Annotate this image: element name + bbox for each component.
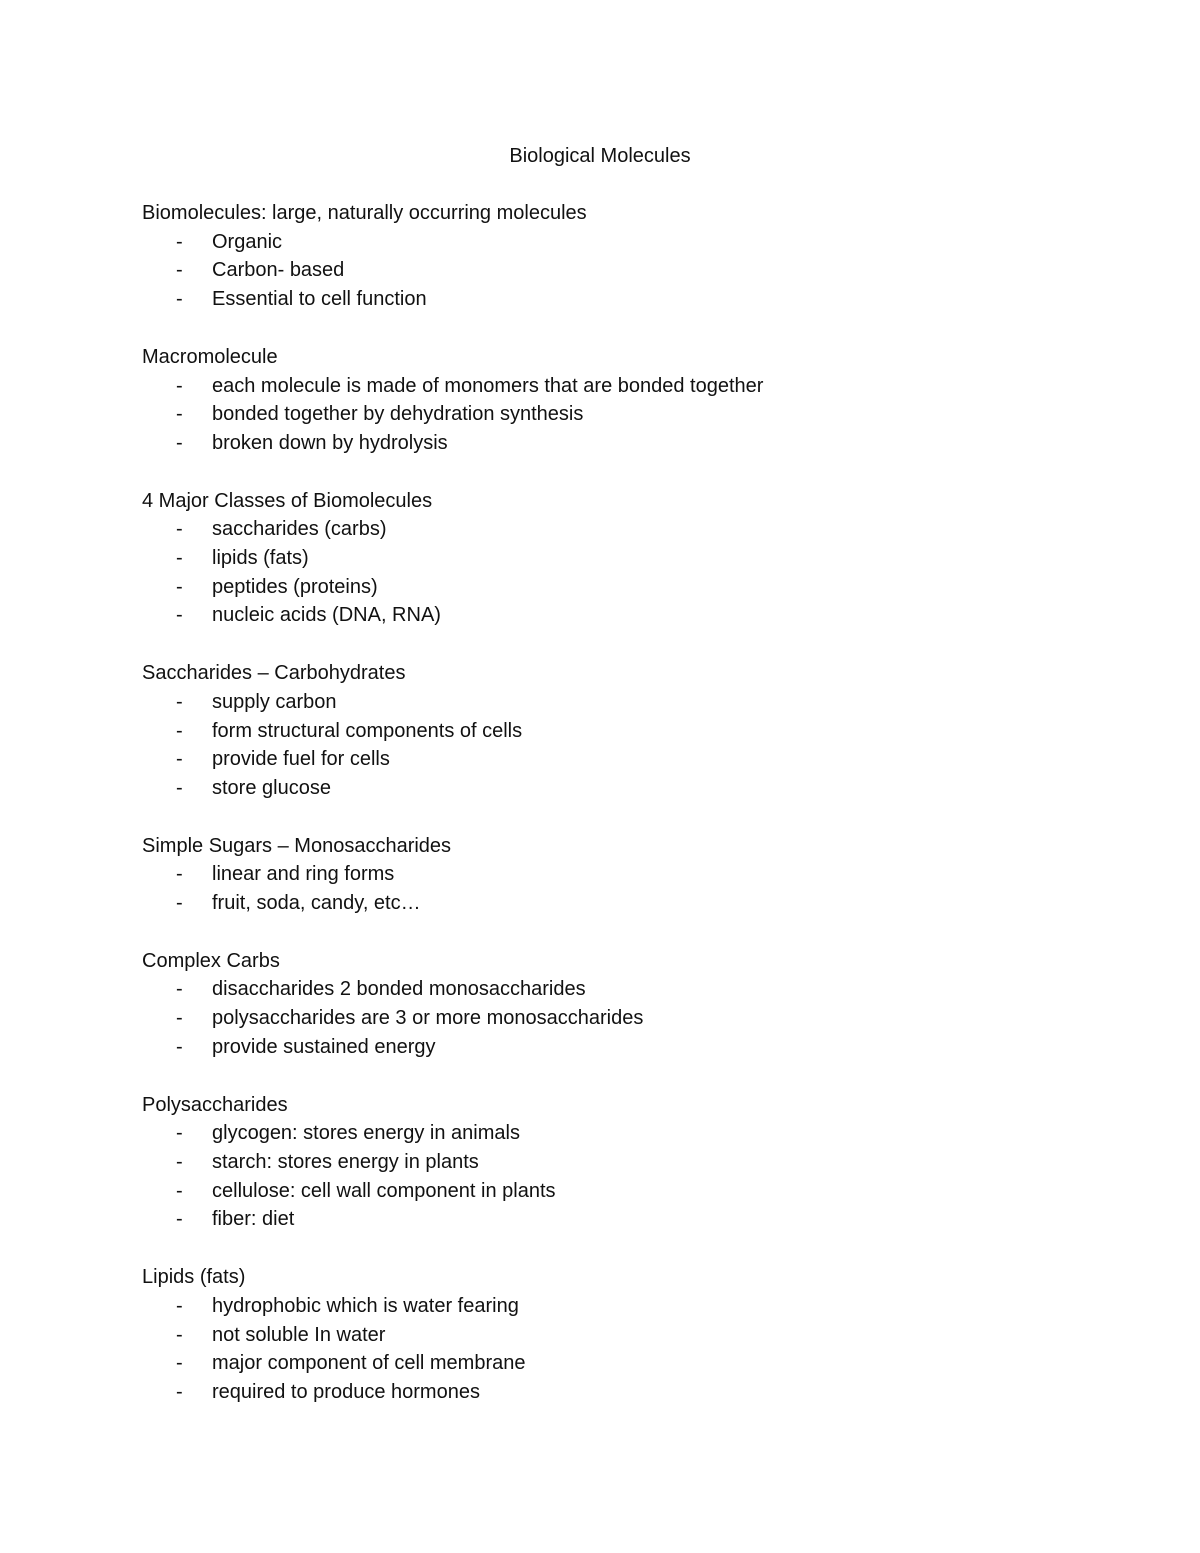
dash-bullet-icon: - <box>176 259 183 282</box>
list-item <box>142 400 1122 429</box>
section-heading: 4 Major Classes of Biomolecules <box>142 489 433 512</box>
dash-bullet-icon: - <box>176 863 183 886</box>
section-macromolecule <box>142 343 1122 458</box>
dash-bullet-icon: - <box>176 776 183 799</box>
section-saccharides <box>142 659 1122 803</box>
list-item-text: disaccharides 2 bonded monosaccharides <box>212 978 586 1001</box>
document-body <box>142 199 1122 1436</box>
dash-bullet-icon: - <box>176 1007 183 1030</box>
list-item <box>142 1004 1122 1033</box>
dash-bullet-icon: - <box>176 719 183 742</box>
section-heading: Complex Carbs <box>142 949 280 972</box>
dash-bullet-icon: - <box>176 1122 183 1145</box>
list-item-text: provide fuel for cells <box>212 748 390 771</box>
list-item-text: Essential to cell function <box>212 288 427 311</box>
section-complex-carbs <box>142 947 1122 1062</box>
list-item-text: saccharides (carbs) <box>212 518 387 541</box>
list-item-text: broken down by hydrolysis <box>212 431 448 454</box>
list-item <box>142 1205 1122 1234</box>
list-item-text: Carbon- based <box>212 259 345 282</box>
bullet-list <box>142 975 1122 1061</box>
list-item <box>142 745 1122 774</box>
dash-bullet-icon: - <box>176 978 183 1001</box>
list-item-text: polysaccharides are 3 or more monosaccharides <box>212 1007 644 1030</box>
dash-bullet-icon: - <box>176 1208 183 1231</box>
dash-bullet-icon: - <box>176 1294 183 1317</box>
list-item-text: linear and ring forms <box>212 863 395 886</box>
list-item-text: nucleic acids (DNA, RNA) <box>212 604 441 627</box>
dash-bullet-icon: - <box>176 547 183 570</box>
dash-bullet-icon: - <box>176 431 183 454</box>
dash-bullet-icon: - <box>176 288 183 311</box>
dash-bullet-icon: - <box>176 1035 183 1058</box>
list-item <box>142 1033 1122 1062</box>
list-item-text: fiber: diet <box>212 1208 295 1231</box>
list-item <box>142 1292 1122 1321</box>
list-item <box>142 1378 1122 1407</box>
section-lipids <box>142 1263 1122 1407</box>
list-item <box>142 1321 1122 1350</box>
list-item-text: glycogen: stores energy in animals <box>212 1122 520 1145</box>
list-item <box>142 256 1122 285</box>
list-item <box>142 601 1122 630</box>
bullet-list <box>142 372 1122 458</box>
list-item <box>142 1119 1122 1148</box>
list-item-text: major component of cell membrane <box>212 1352 526 1375</box>
list-item-text: lipids (fats) <box>212 547 309 570</box>
list-item <box>142 1349 1122 1378</box>
list-item <box>142 573 1122 602</box>
dash-bullet-icon: - <box>176 1179 183 1202</box>
list-item-text: not soluble In water <box>212 1323 386 1346</box>
dash-bullet-icon: - <box>176 690 183 713</box>
dash-bullet-icon: - <box>176 1352 183 1375</box>
list-item <box>142 1148 1122 1177</box>
list-item-text: bonded together by dehydration synthesis <box>212 403 584 426</box>
list-item <box>142 860 1122 889</box>
list-item <box>142 975 1122 1004</box>
list-item-text: cellulose: cell wall component in plants <box>212 1179 556 1202</box>
list-item <box>142 717 1122 746</box>
list-item-text: starch: stores energy in plants <box>212 1150 479 1173</box>
dash-bullet-icon: - <box>176 518 183 541</box>
list-item <box>142 688 1122 717</box>
list-item-text: fruit, soda, candy, etc… <box>212 892 421 915</box>
dash-bullet-icon: - <box>176 403 183 426</box>
section-biomolecules <box>142 199 1122 314</box>
list-item-text: peptides (proteins) <box>212 575 378 598</box>
dash-bullet-icon: - <box>176 230 183 253</box>
list-item-text: provide sustained energy <box>212 1035 436 1058</box>
bullet-list <box>142 515 1122 630</box>
list-item <box>142 774 1122 803</box>
bullet-list <box>142 860 1122 917</box>
list-item <box>142 285 1122 314</box>
list-item <box>142 228 1122 257</box>
dash-bullet-icon: - <box>176 1150 183 1173</box>
dash-bullet-icon: - <box>176 1323 183 1346</box>
list-item-text: Organic <box>212 230 283 253</box>
list-item-text: each molecule is made of monomers that are bonded together <box>212 374 764 397</box>
section-heading: Biomolecules: large, naturally occurring molecules <box>142 202 587 224</box>
list-item <box>142 429 1122 458</box>
dash-bullet-icon: - <box>176 374 183 397</box>
document-title: Biological Molecules <box>509 145 691 167</box>
list-item <box>142 515 1122 544</box>
list-item <box>142 1177 1122 1206</box>
section-polysaccharides <box>142 1091 1122 1235</box>
section-simple-sugars <box>142 832 1122 918</box>
section-heading: Lipids (fats) <box>142 1266 246 1289</box>
list-item <box>142 372 1122 401</box>
section-heading: Macromolecule <box>142 345 278 368</box>
list-item-text: hydrophobic which is water fearing <box>212 1294 519 1317</box>
bullet-list <box>142 688 1122 803</box>
section-heading: Polysaccharides <box>142 1093 288 1116</box>
bullet-list <box>142 228 1122 314</box>
bullet-list <box>142 1119 1122 1234</box>
dash-bullet-icon: - <box>176 1380 183 1403</box>
list-item <box>142 889 1122 918</box>
dash-bullet-icon: - <box>176 604 183 627</box>
bullet-list <box>142 1292 1122 1407</box>
section-heading: Simple Sugars – Monosaccharides <box>142 834 452 857</box>
dash-bullet-icon: - <box>176 892 183 915</box>
list-item <box>142 544 1122 573</box>
list-item-text: form structural components of cells <box>212 719 523 742</box>
dash-bullet-icon: - <box>176 748 183 771</box>
dash-bullet-icon: - <box>176 575 183 598</box>
list-item-text: supply carbon <box>212 690 337 713</box>
section-heading: Saccharides – Carbohydrates <box>142 662 406 685</box>
list-item-text: store glucose <box>212 776 331 799</box>
list-item-text: required to produce hormones <box>212 1380 480 1403</box>
section-major-classes <box>142 487 1122 631</box>
